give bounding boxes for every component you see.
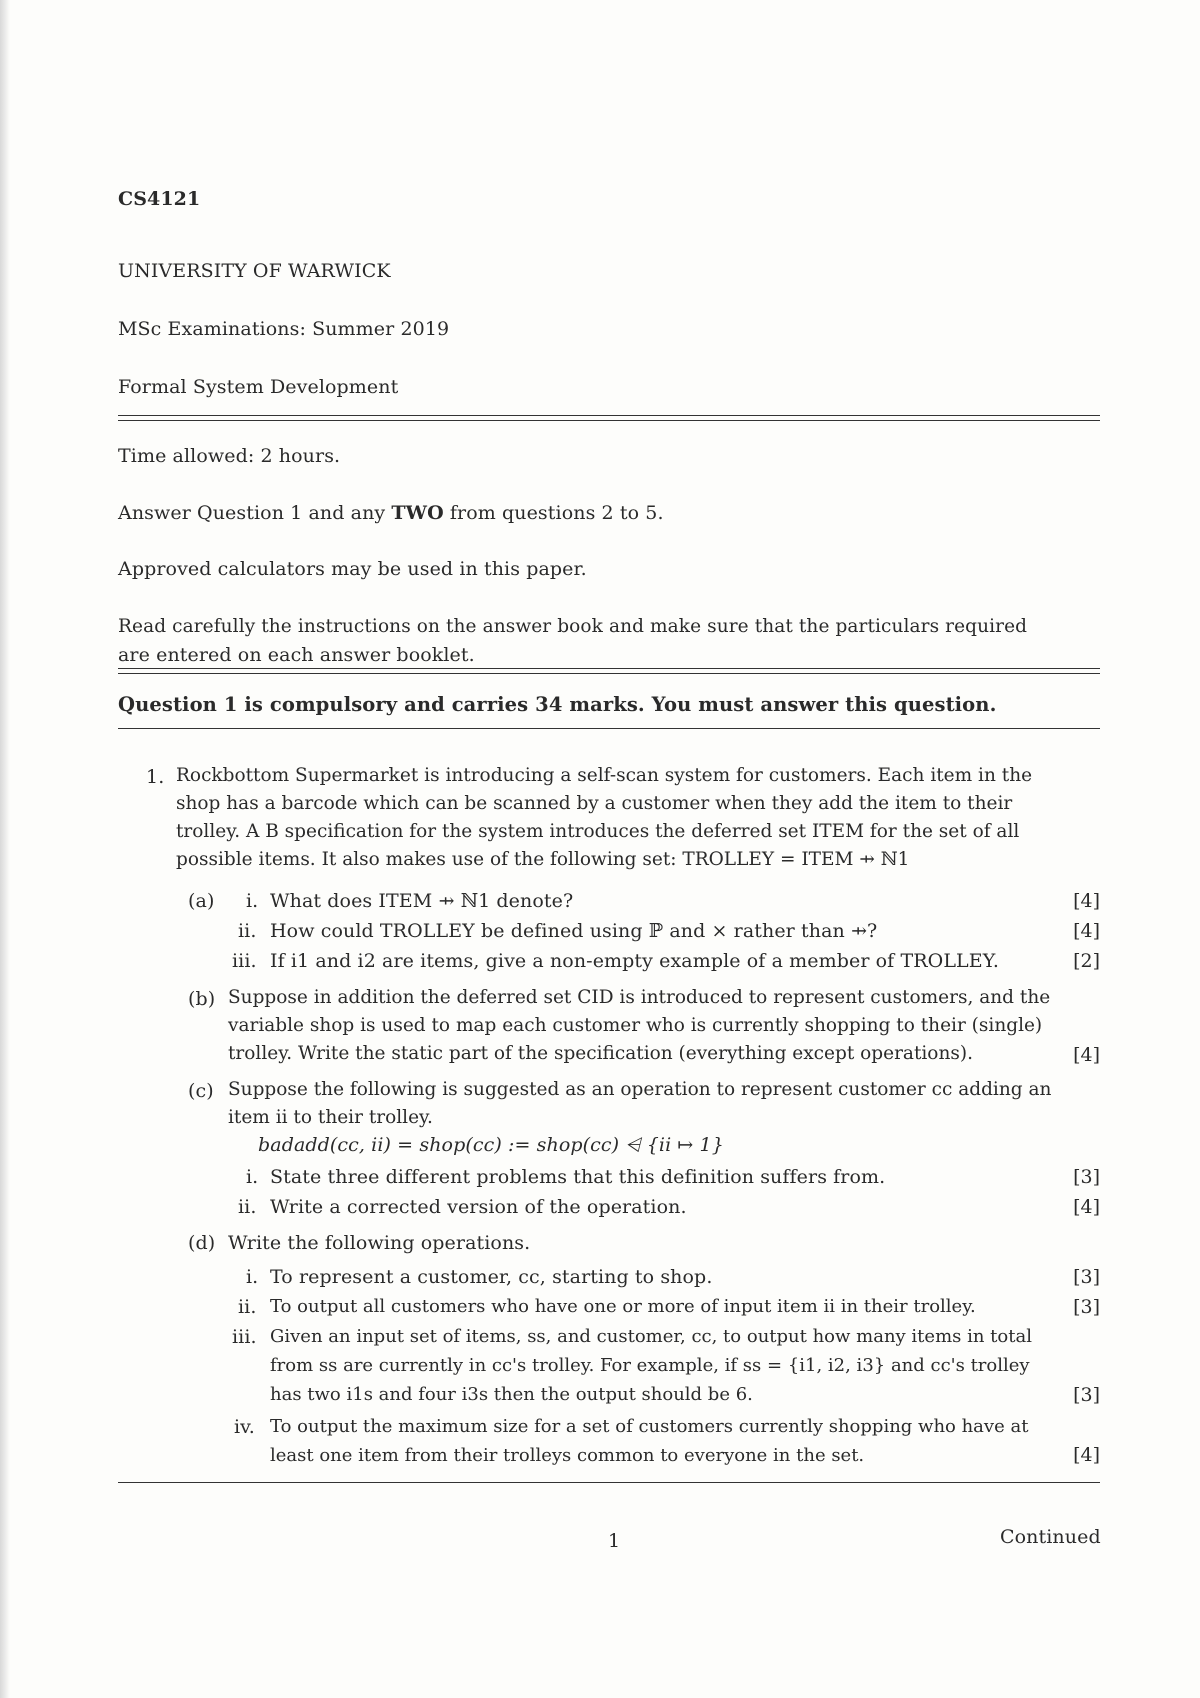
intro-line-2: shop has a barcode which can be scanned by a customer when they add the item to their — [176, 793, 1013, 814]
part-c-ii-num: ii. — [238, 1196, 257, 1218]
part-d-iv-text — [270, 1412, 1100, 1470]
part-c-i-num: i. — [246, 1166, 259, 1188]
answer-pre: Answer Question 1 and any — [118, 502, 392, 524]
part-d-iii-line-3: has two i1s and four i3s then the output should be 6. — [270, 1384, 753, 1405]
exam-session: MSc Examinations: Summer 2019 — [118, 318, 450, 340]
part-d-i-num: i. — [246, 1266, 259, 1288]
part-c-ii-text: Write a corrected version of the operation. — [270, 1196, 687, 1218]
university-name: UNIVERSITY OF WARWICK — [118, 260, 391, 282]
question-number: 1. — [146, 766, 165, 788]
page-number: 1 — [608, 1530, 621, 1552]
part-d-iv-line-1: To output the maximum size for a set of customers currently shopping who have at — [270, 1416, 1029, 1437]
part-a-label: (a) — [188, 890, 215, 912]
time-allowed: Time allowed: 2 hours. — [118, 445, 341, 467]
part-d-iii-text — [270, 1322, 1100, 1409]
header-rule-bottom — [118, 420, 1100, 421]
intro-line-4: possible items. It also makes use of the following set: TROLLEY = ITEM ⇸ ℕ1 — [176, 849, 910, 870]
answer-post: from questions 2 to 5. — [443, 502, 664, 524]
part-b-line-2: variable shop is used to map each customer who is currently shopping to their (single) — [228, 1015, 1043, 1036]
part-c-line-1: Suppose the following is suggested as an operation to represent customer cc adding an — [228, 1079, 1052, 1100]
part-a-iii-num: iii. — [232, 950, 257, 972]
part-a-ii-marks: [4] — [1073, 920, 1100, 942]
read-line-2: are entered on each answer booklet. — [118, 644, 475, 666]
part-b-line-3: trolley. Write the static part of the specification (everything except operations). — [228, 1043, 973, 1064]
part-d-i-text: To represent a customer, cc, starting to shop. — [270, 1266, 713, 1288]
read-line-1: Read carefully the instructions on the answer book and make sure that the particulars required — [118, 616, 1028, 637]
read-instruction — [118, 613, 1100, 669]
instructions-rule-bottom — [118, 673, 1100, 674]
part-d-iv-num: iv. — [234, 1416, 255, 1438]
part-a-i-text: What does ITEM ⇸ ℕ1 denote? — [270, 890, 574, 912]
part-d-iv-marks: [4] — [1073, 1444, 1100, 1466]
part-c-label: (c) — [188, 1080, 214, 1102]
compulsory-banner: Question 1 is compulsory and carries 34 marks. You must answer this question. — [118, 693, 997, 716]
badadd-formula: badadd(cc, ii) = shop(cc) := shop(cc) ⩤ {ii ↦ 1} — [258, 1134, 724, 1156]
answer-instruction — [118, 502, 664, 524]
scan-edge-shadow — [0, 0, 10, 1698]
question-end-rule — [118, 1482, 1100, 1483]
continued-label: Continued — [1000, 1526, 1101, 1548]
part-a-iii-marks: [2] — [1073, 950, 1100, 972]
intro-line-3: trolley. A B specification for the system introduces the deferred set ITEM for the set of all — [176, 821, 1020, 842]
part-d-ii-text: To output all customers who have one or more of input item ii in their trolley. — [270, 1296, 976, 1317]
part-d-iv-line-2: least one item from their trolleys common to everyone in the set. — [270, 1445, 865, 1466]
part-b-line-1: Suppose in addition the deferred set CID is introduced to represent customers, and the — [228, 987, 1051, 1008]
question-intro — [176, 762, 1100, 874]
part-d-iii-num: iii. — [232, 1326, 257, 1348]
part-c-ii-marks: [4] — [1073, 1196, 1100, 1218]
module-title: Formal System Development — [118, 376, 399, 398]
part-c-line-2: item ii to their trolley. — [228, 1107, 433, 1128]
part-d-iii-marks: [3] — [1073, 1384, 1100, 1406]
banner-rule — [118, 728, 1100, 729]
part-d-label: (d) — [188, 1232, 216, 1254]
header-rule-top — [118, 415, 1100, 416]
part-d-ii-marks: [3] — [1073, 1296, 1100, 1318]
calculator-note: Approved calculators may be used in this paper. — [118, 558, 587, 580]
part-b-marks: [4] — [1073, 1044, 1100, 1066]
part-c-i-marks: [3] — [1073, 1166, 1100, 1188]
part-a-i-num: i. — [246, 890, 259, 912]
intro-line-1: Rockbottom Supermarket is introducing a self-scan system for customers. Each item in the — [176, 765, 1033, 786]
answer-bold: TWO — [391, 502, 444, 524]
part-a-ii-num: ii. — [238, 920, 257, 942]
part-c-i-text: State three different problems that this definition suffers from. — [270, 1166, 886, 1188]
instructions-rule-top — [118, 668, 1100, 669]
part-d-iii-line-1: Given an input set of items, ss, and customer, cc, to output how many items in total — [270, 1326, 1032, 1347]
part-a-iii-text: If i1 and i2 are items, give a non-empty example of a member of TROLLEY. — [270, 950, 1000, 972]
course-code: CS4121 — [118, 188, 201, 210]
part-d-ii-num: ii. — [238, 1296, 257, 1318]
part-b-label: (b) — [188, 988, 216, 1010]
part-a-ii-text: How could TROLLEY be defined using ℙ and × rather than ⇸? — [270, 920, 878, 942]
part-d-intro: Write the following operations. — [228, 1232, 531, 1254]
part-c-text — [228, 1076, 1100, 1132]
part-a-i-marks: [4] — [1073, 890, 1100, 912]
part-b-text — [228, 984, 1100, 1068]
part-d-i-marks: [3] — [1073, 1266, 1100, 1288]
part-d-iii-line-2: from ss are currently in cc's trolley. For example, if ss = {i1, i2, i3} and cc's trolley — [270, 1355, 1030, 1376]
